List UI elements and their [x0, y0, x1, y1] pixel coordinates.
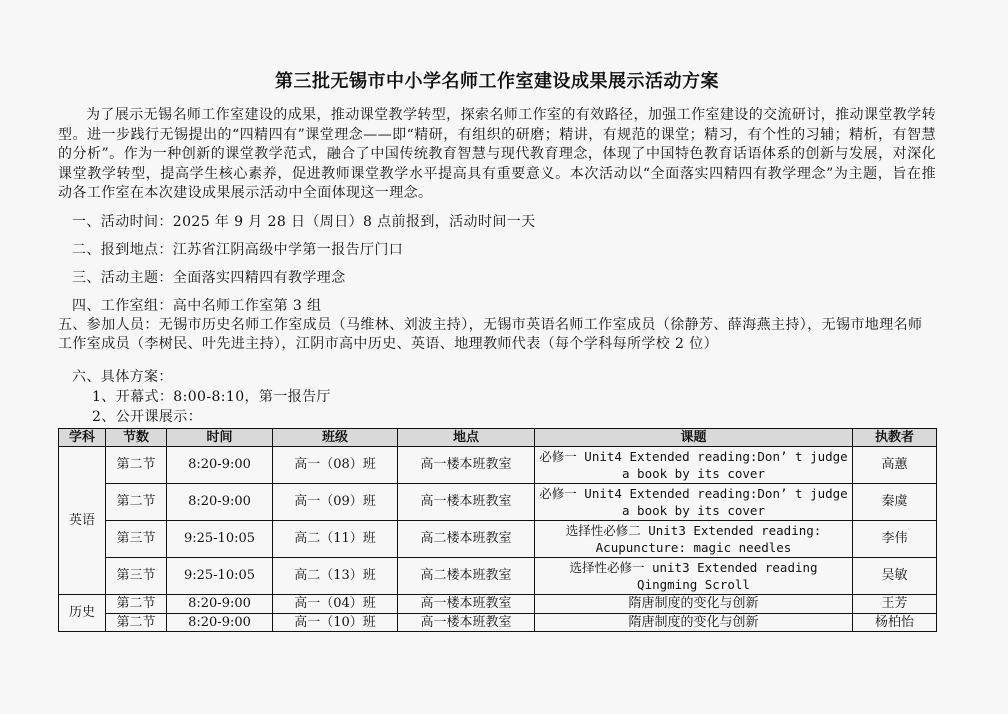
teacher-cell: 高蕙 [853, 447, 937, 484]
header-period: 节数 [106, 428, 167, 447]
topic-cell: 隋唐制度的变化与创新 [535, 595, 853, 614]
time-cell: 8:20-9:00 [167, 595, 273, 614]
document-title: 第三批无锡市中小学名师工作室建设成果展示活动方案 [275, 71, 719, 92]
topic-cell: 必修一 Unit4 Extended reading:Don’ t judge a book by its cover [535, 484, 853, 521]
period-cell: 第二节 [106, 613, 167, 632]
class-cell: 高二（11）班 [273, 521, 398, 558]
topic-cell: 选择性必修一 unit3 Extended reading Qingming Scroll [535, 558, 853, 595]
teacher-cell: 秦虞 [853, 484, 937, 521]
class-cell: 高一（08）班 [273, 447, 398, 484]
table-row [59, 521, 937, 558]
header-time: 时间 [167, 428, 273, 447]
topic-cell: 选择性必修二 Unit3 Extended reading: Acupuncture: magic needles [535, 521, 853, 558]
open-class-table [58, 428, 937, 633]
period-cell: 第二节 [106, 484, 167, 521]
time-cell: 8:20-9:00 [167, 613, 273, 632]
item-opening-ceremony: 1、开幕式：8:00-8:10，第一报告厅 [92, 388, 331, 405]
time-cell: 8:20-9:00 [167, 447, 273, 484]
location-cell: 高一楼本班教室 [398, 595, 535, 614]
table-row [59, 558, 937, 595]
subject-cell: 英语 [59, 447, 106, 595]
item-open-class: 2、公开课展示： [92, 408, 203, 425]
header-class: 班级 [273, 428, 398, 447]
location-cell: 高二楼本班教室 [398, 558, 535, 595]
teacher-cell: 王芳 [853, 595, 937, 614]
teacher-cell: 吴敏 [853, 558, 937, 595]
topic-cell: 必修一 Unit4 Extended reading:Don’ t judge a book by its cover [535, 447, 853, 484]
header-subject: 学科 [59, 428, 106, 447]
teacher-cell: 杨柏怡 [853, 613, 937, 632]
topic-cell: 隋唐制度的变化与创新 [535, 613, 853, 632]
table-row [59, 484, 937, 521]
time-cell: 8:20-9:00 [167, 484, 273, 521]
class-cell: 高一（10）班 [273, 613, 398, 632]
period-cell: 第三节 [106, 558, 167, 595]
table-row [59, 595, 937, 614]
period-cell: 第二节 [106, 447, 167, 484]
table-row [59, 447, 937, 484]
item-activity-theme: 三、活动主题：全面落实四精四有教学理念 [72, 269, 346, 286]
item-activity-time: 一、活动时间：2025 年 9 月 28 日（周日）8 点前报到，活动时间一天 [72, 213, 536, 230]
item-studio-group: 四、工作室组：高中名师工作室第 3 组 [72, 297, 322, 314]
location-cell: 高二楼本班教室 [398, 521, 535, 558]
class-cell: 高二（13）班 [273, 558, 398, 595]
location-cell: 高一楼本班教室 [398, 484, 535, 521]
item-report-place: 二、报到地点：江苏省江阴高级中学第一报告厅门口 [72, 241, 404, 258]
teacher-cell: 李伟 [853, 521, 937, 558]
location-cell: 高一楼本班教室 [398, 613, 535, 632]
class-cell: 高一（09）班 [273, 484, 398, 521]
header-topic: 课题 [535, 428, 853, 447]
item-participants: 五、参加人员：无锡市历史名师工作室成员（马维林、刘波主持），无锡市英语名师工作室成员（徐静芳、薛海燕主持），无锡市地理名师工作室成员（李树民、叶先进主持），江阴市高中历史、英语、地理教师代表（每个学科每所学校 2 位） [58, 316, 923, 352]
class-cell: 高一（04）班 [273, 595, 398, 614]
item-detailed-plan: 六、具体方案： [72, 368, 173, 385]
time-cell: 9:25-10:05 [167, 558, 273, 595]
subject-cell: 历史 [59, 595, 106, 632]
document-content [58, 70, 936, 632]
period-cell: 第三节 [106, 521, 167, 558]
header-location: 地点 [398, 428, 535, 447]
location-cell: 高一楼本班教室 [398, 447, 535, 484]
time-cell: 9:25-10:05 [167, 521, 273, 558]
table-row [59, 613, 937, 632]
period-cell: 第二节 [106, 595, 167, 614]
header-teacher: 执教者 [853, 428, 937, 447]
intro-paragraph: 为了展示无锡名师工作室建设的成果，推动课堂教学转型，探索名师工作室的有效路径，加强工作室建设的交流研讨，推动课堂教学转型。进一步践行无锡提出的“四精四有”课堂理念——即“精研，有组织的研磨；精讲，有规范的课堂；精习，有个性的习辅；精析，有智慧的分析”。作为一种创新的课堂教学范式，融合了中国传统教育智慧与现代教育理念，体现了中国特色教育话语体系的创新与发展，对深化课堂教学转型，提高学生核心素养，促进教师课堂教学水平提高具有重要意义。本次活动以“全面落实四精四有教学理念”为主题，旨在推动各工作室在本次建设成果展示活动中全面体现这一理念。 [58, 107, 936, 201]
table-header-row [59, 428, 937, 447]
